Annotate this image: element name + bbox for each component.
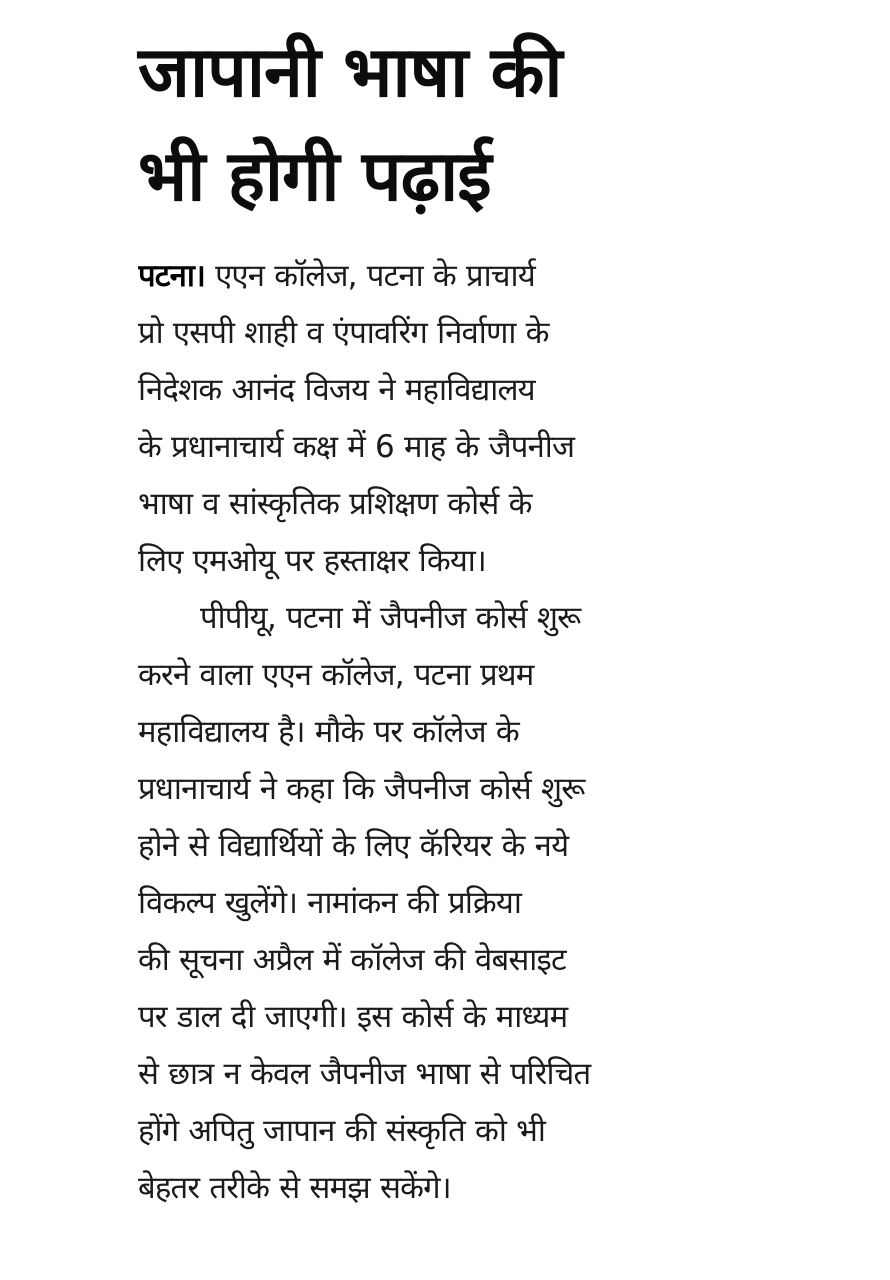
news-clipping — [138, 20, 698, 1260]
article-line: विकल्प खुलेंगे। नामांकन की प्रक्रिया — [138, 885, 522, 921]
article-line: से छात्र न केवल जैपनीज भाषा से परिचित — [138, 1056, 591, 1092]
article-line: प्रो एसपी शाही व एंपावरिंग निर्वाणा के — [138, 315, 549, 351]
article-line: होंगे अपितु जापान की संस्कृति को भी — [138, 1113, 546, 1149]
article-line: प्रधानाचार्य ने कहा कि जैपनीज कोर्स शुरू — [138, 771, 585, 807]
article-line: की सूचना अप्रैल में कॉलेज की वेबसाइट — [138, 942, 566, 978]
article-line: निदेशक आनंद विजय ने महाविद्यालय — [138, 372, 535, 408]
article-line: करने वाला एएन कॉलेज, पटना प्रथम — [138, 657, 534, 693]
article-text: एएन कॉलेज, पटना के प्राचार्य — [215, 258, 535, 294]
article-line: के प्रधानाचार्य कक्ष में 6 माह के जैपनीज — [138, 429, 575, 465]
article-line: महाविद्यालय है। मौके पर कॉलेज के — [138, 714, 519, 750]
article-line: होने से विद्यार्थियों के लिए कॅरियर के नये — [138, 828, 569, 864]
headline — [138, 20, 698, 248]
headline-line-2: भी होगी पढ़ाई — [138, 135, 491, 217]
article-body — [138, 248, 698, 1217]
article-line: लिए एमओयू पर हस्ताक्षर किया। — [138, 543, 486, 579]
article-line — [138, 248, 698, 305]
article-line: भाषा व सांस्कृतिक प्रशिक्षण कोर्स के — [138, 486, 532, 522]
article-line: बेहतर तरीके से समझ सकेंगे। — [138, 1170, 451, 1206]
article-line: पर डाल दी जाएगी। इस कोर्स के माध्यम — [138, 999, 568, 1035]
dateline: पटना। — [138, 258, 206, 294]
headline-line-1: जापानी भाषा की — [138, 31, 562, 113]
article-paragraph-start: पीपीयू, पटना में जैपनीज कोर्स शुरू — [200, 600, 581, 636]
